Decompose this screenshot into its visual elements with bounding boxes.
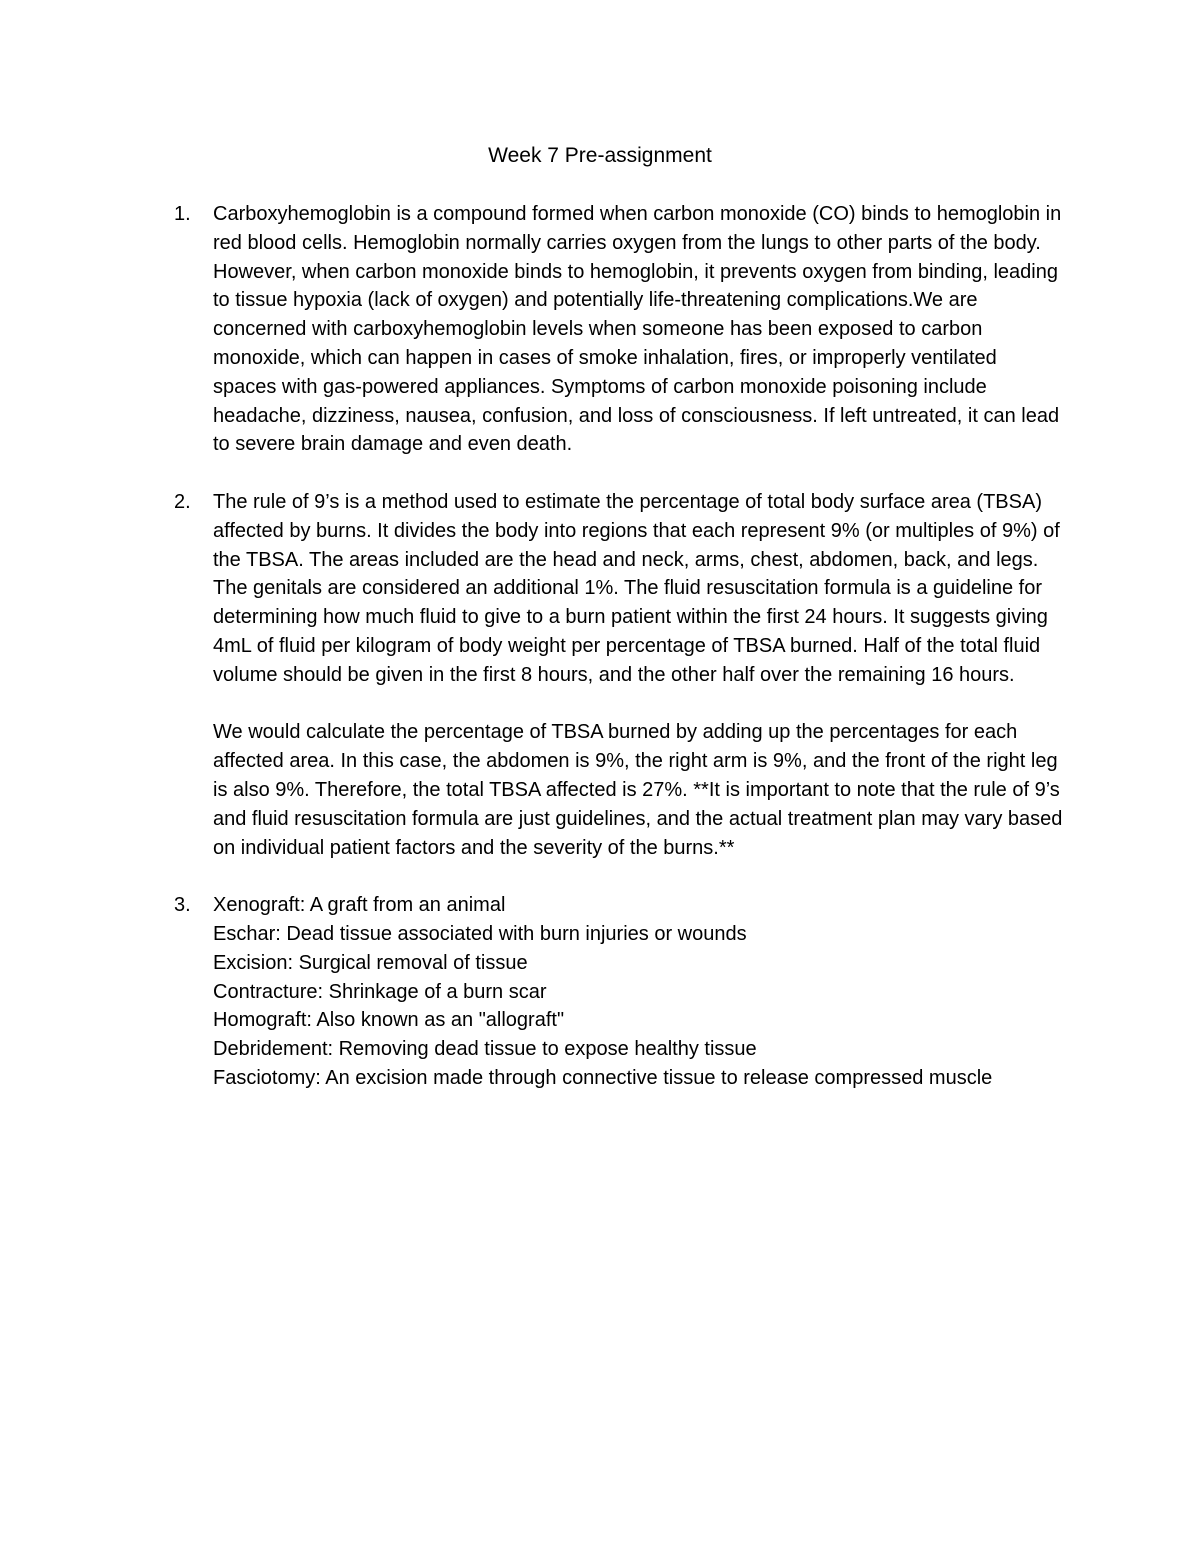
list-number: 2.	[174, 490, 191, 513]
question-list	[0, 200, 1200, 1093]
term-definition: Excision: Surgical removal of tissue	[213, 951, 528, 974]
list-item-1	[0, 200, 1200, 459]
term-definition: Debridement: Removing dead tissue to expose healthy tissue	[213, 1038, 757, 1061]
list-spacer	[0, 459, 1200, 488]
answer-content	[213, 200, 1063, 459]
document-title: Week 7 Pre-assignment	[488, 144, 712, 167]
list-item-3	[0, 891, 1200, 1093]
answer-content	[213, 488, 1063, 862]
term-definition: Fasciotomy: An excision made through connective tissue to release compressed muscle	[213, 1066, 993, 1089]
answer-content	[213, 891, 1063, 1093]
term-definition: Xenograft: A graft from an animal	[213, 894, 506, 917]
answer-paragraph: We would calculate the percentage of TBSA burned by adding up the percentages for each affected area. In this case, the abdomen is 9%, the right arm is 9%, and the front of the right leg is also 9%. Therefore, the total TBSA affected is 27%. **It is important to note that the rule of 9’s and fluid resuscitation formula are just guidelines, and the actual treatment plan may vary based on individual patient factors and the severity of the burns.**	[213, 721, 1063, 859]
list-number: 3.	[174, 894, 191, 917]
term-definition: Homograft: Also known as an "allograft"	[213, 1009, 565, 1032]
list-number: 1.	[174, 203, 191, 225]
answer-paragraph: The rule of 9’s is a method used to estimate the percentage of total body surface area (TBSA) affected by burns. It divides the body into regions that each represent 9% (or multiples of 9%) of the TBSA. The areas included are the head and neck, arms, chest, abdomen, back, and legs. The genitals are considered an additional 1%. The fluid resuscitation formula is a guideline for determining how much fluid to give to a burn patient within the first 24 hours. It suggests giving 4mL of fluid per kilogram of body weight per percentage of TBSA burned. Half of the total fluid volume should be given in the first 8 hours, and the other half over the remaining 16 hours.	[213, 490, 1060, 686]
paragraph-spacer	[213, 690, 1063, 719]
term-definition: Eschar: Dead tissue associated with burn injuries or wounds	[213, 922, 747, 945]
list-item-2	[0, 488, 1200, 862]
term-definition: Contracture: Shrinkage of a burn scar	[213, 980, 547, 1003]
list-spacer	[0, 862, 1200, 891]
answer-paragraph: Carboxyhemoglobin is a compound formed when carbon monoxide (CO) binds to hemoglobin in red blood cells. Hemoglobin normally carries oxygen from the lungs to other parts of the body. However, when carbon monoxide binds to hemoglobin, it prevents oxygen from binding, leading to tissue hypoxia (lack of oxygen) and potentially life-threatening complications.We are concerned with carboxyhemoglobin levels when someone has been exposed to carbon monoxide, which can happen in cases of smoke inhalation, fires, or improperly ventilated spaces with gas-powered appliances. Symptoms of carbon monoxide poisoning include headache, dizziness, nausea, confusion, and loss of consciousness. If left untreated, it can lead to severe brain damage and even death.	[213, 203, 1062, 456]
